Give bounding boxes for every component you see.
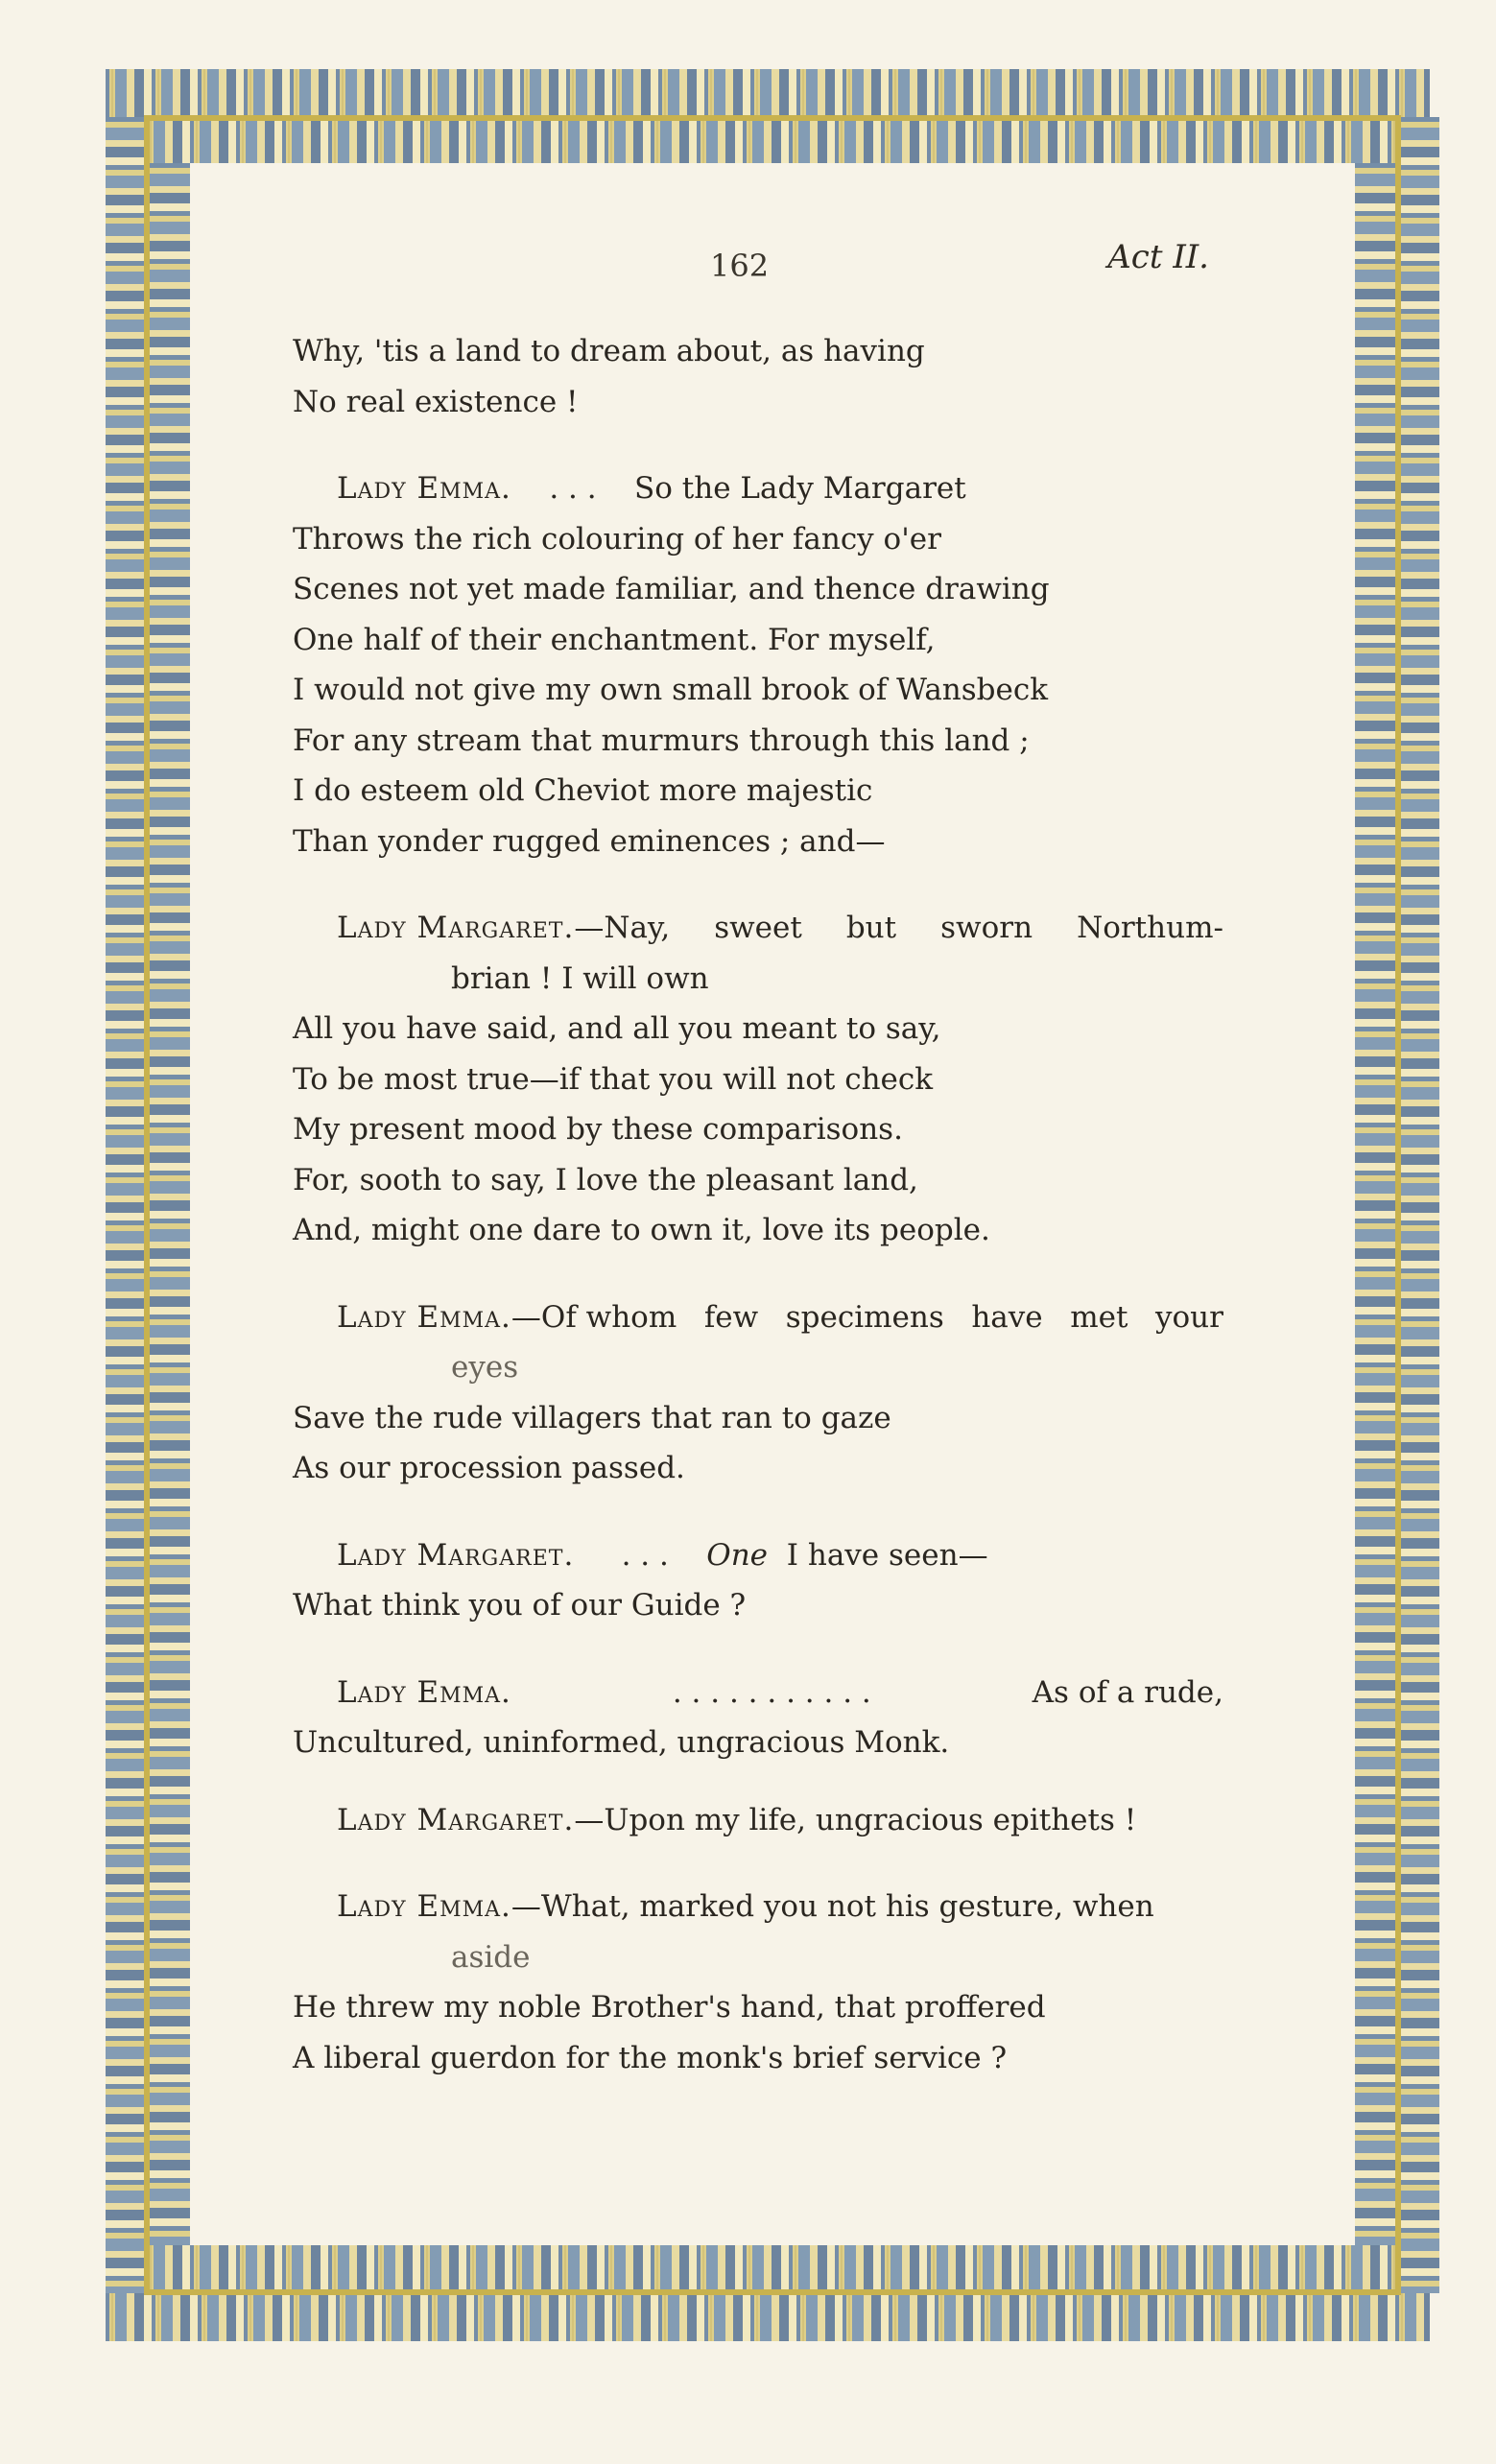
ornamental-border-top-inner [144, 117, 1401, 163]
ornamental-border-left-outer [106, 117, 148, 2293]
verse-line: He threw my noble Brother's hand, that proffered [293, 1990, 1046, 2025]
verse-line: All you have said, and all you meant to say, [293, 1011, 941, 1046]
speaker-name: Lady Margaret. [337, 1802, 575, 1837]
speech-word: specimens [785, 1299, 944, 1335]
speech-text: I have seen— [786, 1537, 988, 1573]
verse-line: No real existence ! [293, 384, 579, 419]
speech-word: met [1070, 1299, 1128, 1335]
speaker-name: Lady Emma. [337, 471, 511, 506]
emphasized-word: One [706, 1537, 769, 1573]
verse-line: I would not give my own small brook of Wansbeck [293, 673, 1049, 707]
verse-line: Throws the rich colouring of her fancy o'er [293, 521, 941, 557]
speech-line [293, 1668, 1252, 1718]
speech-word: your [1155, 1299, 1223, 1335]
speech-text: —Of whom [511, 1299, 677, 1335]
dialogue-text [293, 326, 1252, 2083]
verse-line: Than yonder rugged eminences ; and— [293, 823, 886, 859]
speaker-name: Lady Margaret. [337, 1537, 575, 1573]
speaker-name: Lady Emma. [337, 1299, 511, 1335]
page-number: 162 [710, 248, 770, 284]
speech-text: As of a rude, [1032, 1674, 1223, 1710]
verse-line: Why, 'tis a land to dream about, as having [293, 334, 925, 368]
verse-line: For any stream that murmurs through this land ; [293, 723, 1030, 758]
verse-line: eyes [451, 1350, 519, 1385]
speech-word: have [971, 1299, 1043, 1335]
ellipsis: . . . [621, 1537, 669, 1573]
act-label: Act II. [1107, 238, 1209, 276]
verse-line: Uncultured, uninformed, ungracious Monk. [293, 1725, 950, 1760]
speech-text: So the Lady Margaret [634, 471, 966, 506]
gold-rule-top [144, 115, 1401, 121]
verse-line: Save the rude villagers that ran to gaze [293, 1400, 891, 1435]
verse-line: A liberal guerdon for the monk's brief service ? [293, 2040, 1008, 2075]
speech-line [293, 1795, 1252, 1846]
ornamental-border-bottom-inner [144, 2245, 1401, 2291]
page-header [288, 238, 1228, 296]
speech-text: —Nay, [574, 911, 671, 945]
speech-word: Northum- [1077, 911, 1223, 945]
ellipsis: . . . . . . . . . . . [672, 1674, 871, 1710]
verse-line: One half of their enchantment. For myself, [293, 622, 936, 657]
speech-line [293, 463, 1252, 514]
speaker-name: Lady Emma. [337, 1889, 511, 1924]
verse-line: brian ! I will own [451, 960, 709, 996]
gold-rule-right [1395, 115, 1401, 2295]
gold-rule-left [144, 115, 150, 2295]
ornamental-border-left-inner [148, 163, 190, 2245]
speaker-name: Lady Margaret. [337, 911, 575, 945]
verse-line: To be most true—if that you will not check [293, 1061, 934, 1097]
speech-line [293, 1530, 1252, 1581]
verse-line: My present mood by these comparisons. [293, 1112, 903, 1147]
speech-line [293, 1882, 1252, 1932]
speech-word: but [845, 911, 897, 945]
speaker-name: Lady Emma. [337, 1674, 511, 1710]
speech-word: sworn [940, 911, 1033, 945]
verse-line: What think you of our Guide ? [293, 1588, 747, 1623]
speech-text: —Upon my life, ungracious epithets ! [574, 1802, 1137, 1837]
ellipsis: . . . [549, 471, 597, 506]
ornamental-border-top-outer [106, 69, 1430, 117]
speech-line [293, 903, 1252, 954]
gold-rule-bottom [144, 2289, 1401, 2295]
ornamental-border-right-outer [1397, 117, 1439, 2293]
verse-line: For, sooth to say, I love the pleasant land, [293, 1162, 918, 1197]
speech-word: few [703, 1299, 759, 1335]
verse-line: As our procession passed. [293, 1451, 685, 1485]
verse-line: And, might one dare to own it, love its people. [293, 1213, 990, 1247]
verse-line: I do esteem old Cheviot more majestic [293, 773, 873, 808]
speech-line [293, 1292, 1252, 1343]
ornamental-border-bottom-outer [106, 2293, 1430, 2341]
speech-word: sweet [714, 911, 802, 945]
verse-line: Scenes not yet made familiar, and thence drawing [293, 572, 1050, 606]
verse-line: aside [451, 1939, 531, 1975]
speech-text: —What, marked you not his gesture, when [511, 1889, 1154, 1924]
ornamental-border-right-inner [1355, 163, 1397, 2245]
